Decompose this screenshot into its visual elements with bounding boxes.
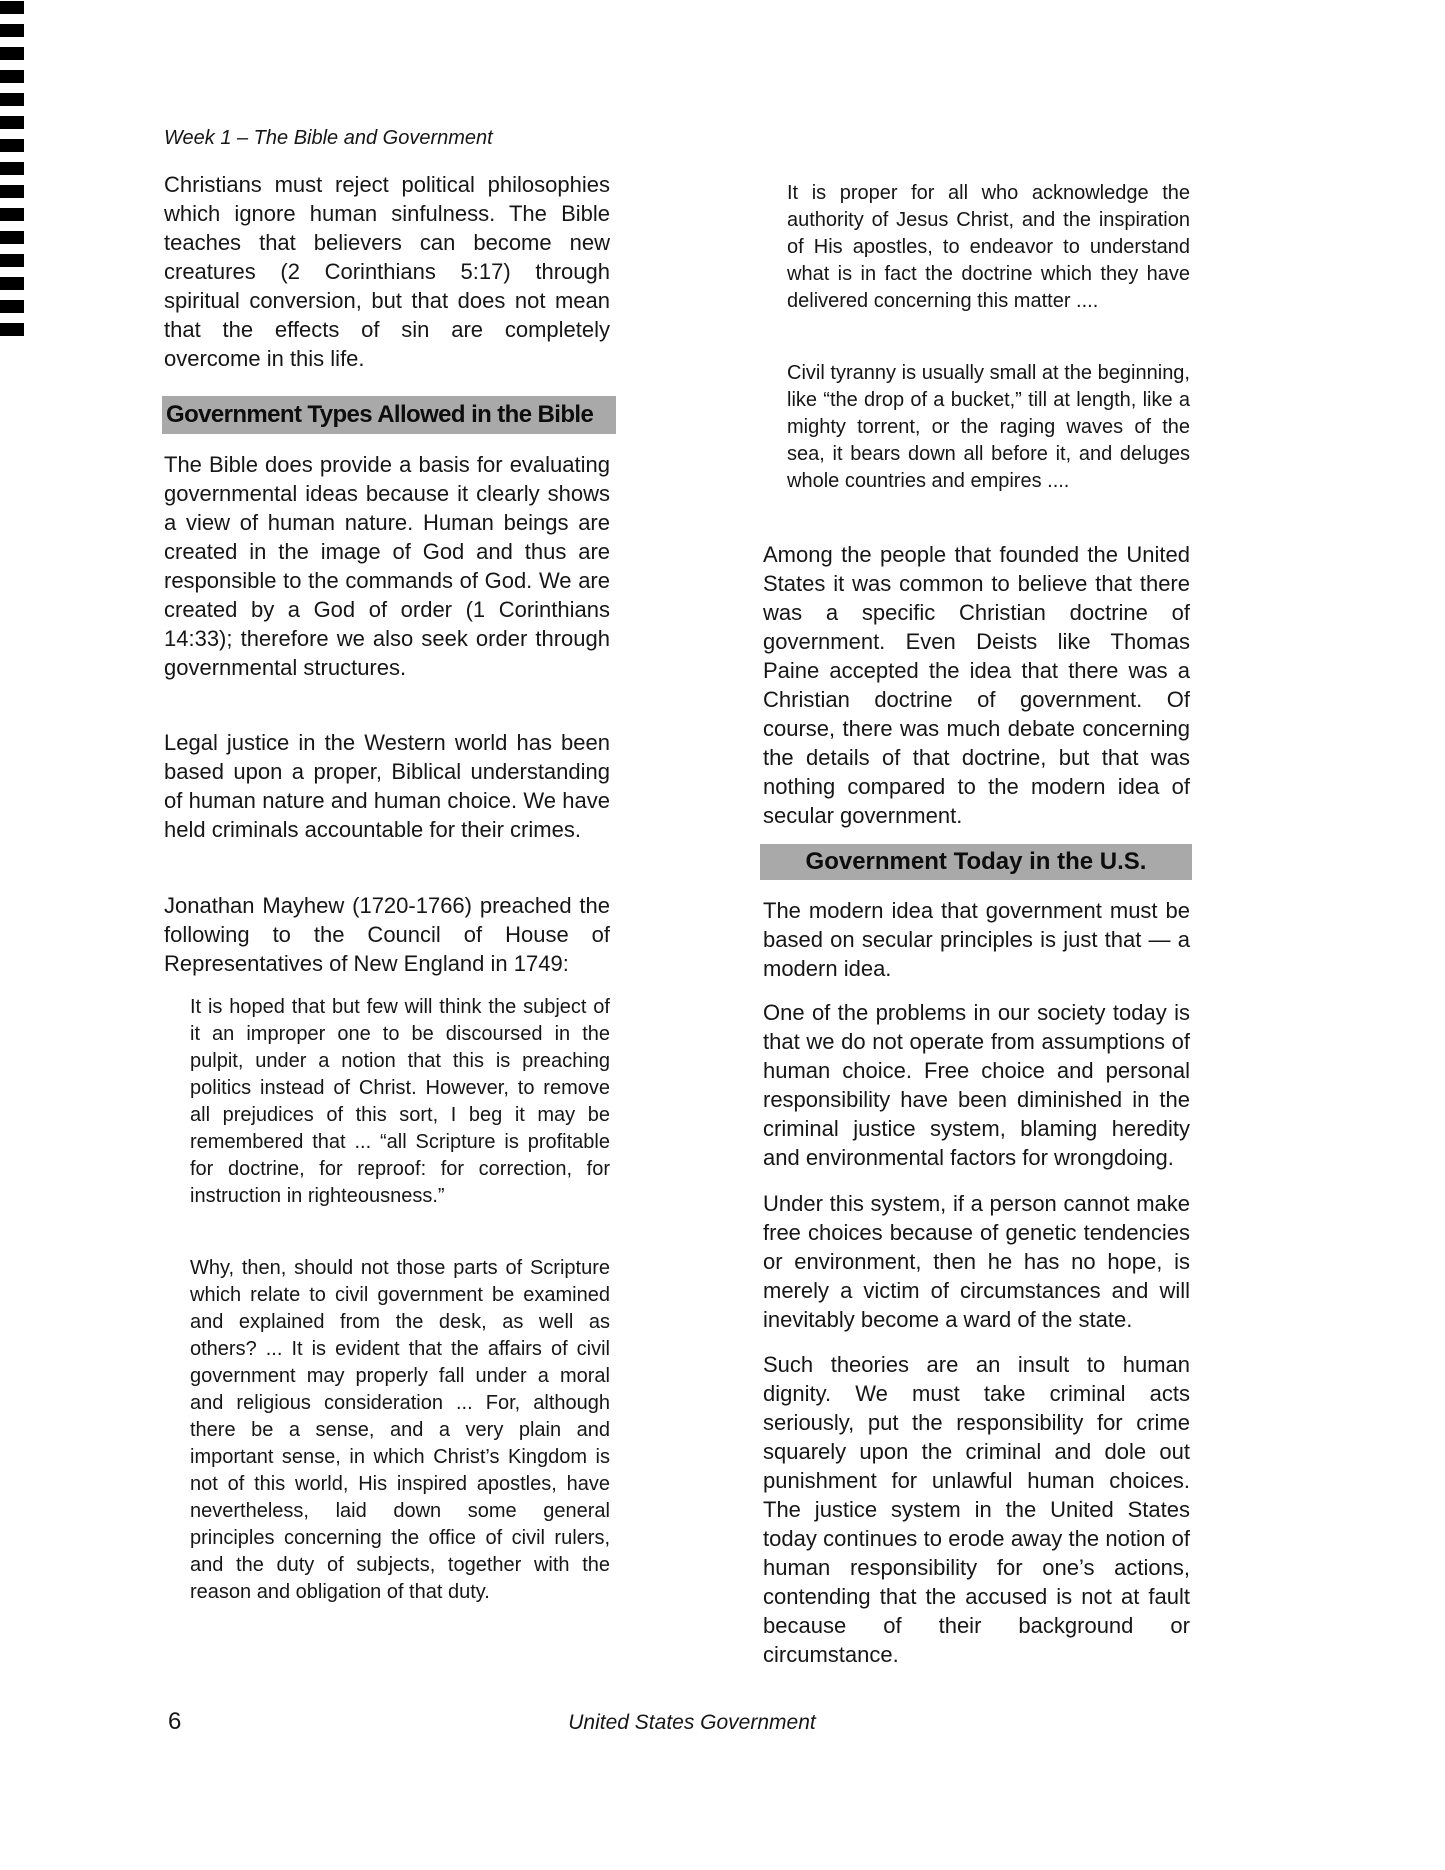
scan-artifact-dash — [0, 231, 24, 244]
paragraph-society-problems: One of the problems in our society today is that we do not operate from assumptions of human choice. Free choice and personal responsibility have been diminished in the criminal justice system, blaming heredity and environmental factors for wrongdoing. — [763, 1000, 1190, 1170]
scan-artifact-dash — [0, 162, 24, 175]
scan-artifact-marks — [0, 1, 24, 336]
block-quote-civil-tyranny: Civil tyranny is usually small at the beginning, like “the drop of a bucket,” till at length, like a mighty torrent, or the raging waves of the sea, it bears down all before it, and deluges whole countries and empires .... — [787, 362, 1190, 492]
footer-book-title: United States Government — [568, 1711, 816, 1734]
scan-artifact-dash — [0, 47, 24, 60]
scan-artifact-dash — [0, 116, 24, 129]
scan-artifact-dash — [0, 1, 24, 14]
scan-artifact-dash — [0, 185, 24, 198]
scan-artifact-dash — [0, 70, 24, 83]
paragraph-founders-doctrine: Among the people that founded the United States it was common to believe that there was a specific Christian doctrine of government. Even Deists like Thomas Paine accepted the idea that there was a Christian doctrine of government. Of course, there was much debate concerning the details of that doctrine, but that was nothing compared to the modern idea of secular government. — [763, 542, 1190, 828]
section-heading-government-types: Government Types Allowed in the Bible — [162, 396, 616, 434]
scan-artifact-dash — [0, 139, 24, 152]
running-header: Week 1 – The Bible and Government — [164, 127, 493, 149]
scan-artifact-dash — [0, 208, 24, 221]
scan-artifact-dash — [0, 323, 24, 336]
paragraph-modern-idea: The modern idea that government must be based on secular principles is just that — a modern idea. — [763, 898, 1190, 981]
scan-artifact-dash — [0, 24, 24, 37]
section-heading-government-today: Government Today in the U.S. — [760, 844, 1192, 880]
block-quote-mayhew-2: Why, then, should not those parts of Scripture which relate to civil government be examined and explained from the desk, as well as others? ... It is evident that the affairs of civil government may properly fall under a moral and religious consideration ... For, although there be a sense, and a very plain and important sense, in which Christ’s Kingdom is not of this world, His inspired apostles, have nevertheless, laid down some general principles concerning the office of civil rulers, and the duty of subjects, together with the reason and obligation of that duty. — [190, 1257, 610, 1603]
paragraph-under-this-system: Under this system, if a person cannot make free choices because of genetic tendencies or environment, then he has no hope, is merely a victim of circumstances and will inevitably become a ward of the state. — [763, 1191, 1190, 1332]
paragraph-jonathan-mayhew: Jonathan Mayhew (1720-1766) preached the following to the Council of House of Representatives of New England in 1749: — [164, 893, 610, 976]
intro-paragraph: Christians must reject political philosophies which ignore human sinfulness. The Bible teaches that believers can become new creatures (2 Corinthians 5:17) through spiritual conversion, but that does not mean that the effects of sin are completely overcome in this life. — [164, 172, 610, 371]
page-number: 6 — [168, 1708, 182, 1735]
block-quote-mayhew-3: It is proper for all who acknowledge the authority of Jesus Christ, and the inspiration of His apostles, to endeavor to understand what is in fact the doctrine which they have delivered concerning this matter .... — [787, 182, 1190, 312]
scan-artifact-dash — [0, 254, 24, 267]
block-quote-mayhew-1: It is hoped that but few will think the subject of it an improper one to be discoursed in the pulpit, under a notion that this is preaching politics instead of Christ. However, to remove all prejudices of this sort, I beg it may be remembered that ... “all Scripture is profitable for doctrine, for reproof: for correction, for instruction in righteousness.” — [190, 996, 610, 1207]
paragraph-legal-justice: Legal justice in the Western world has been based upon a proper, Biblical understanding of human nature and human choice. We have held criminals accountable for their crimes. — [164, 730, 610, 842]
paragraph-such-theories: Such theories are an insult to human dignity. We must take criminal acts seriously, put the responsibility for crime squarely upon the criminal and dole out punishment for unlawful human choices. The justice system in the United States today continues to erode away the notion of human responsibility for one’s actions, contending that the accused is not at fault because of their background or circumstance. — [763, 1352, 1190, 1667]
scan-artifact-dash — [0, 93, 24, 106]
paragraph-bible-basis: The Bible does provide a basis for evaluating governmental ideas because it clearly shows a view of human nature. Human beings are created in the image of God and thus are responsible to the commands of God. We are created by a God of order (1 Corinthians 14:33); therefore we also seek order through governmental structures. — [164, 452, 610, 680]
scan-artifact-dash — [0, 277, 24, 290]
scan-artifact-dash — [0, 300, 24, 313]
